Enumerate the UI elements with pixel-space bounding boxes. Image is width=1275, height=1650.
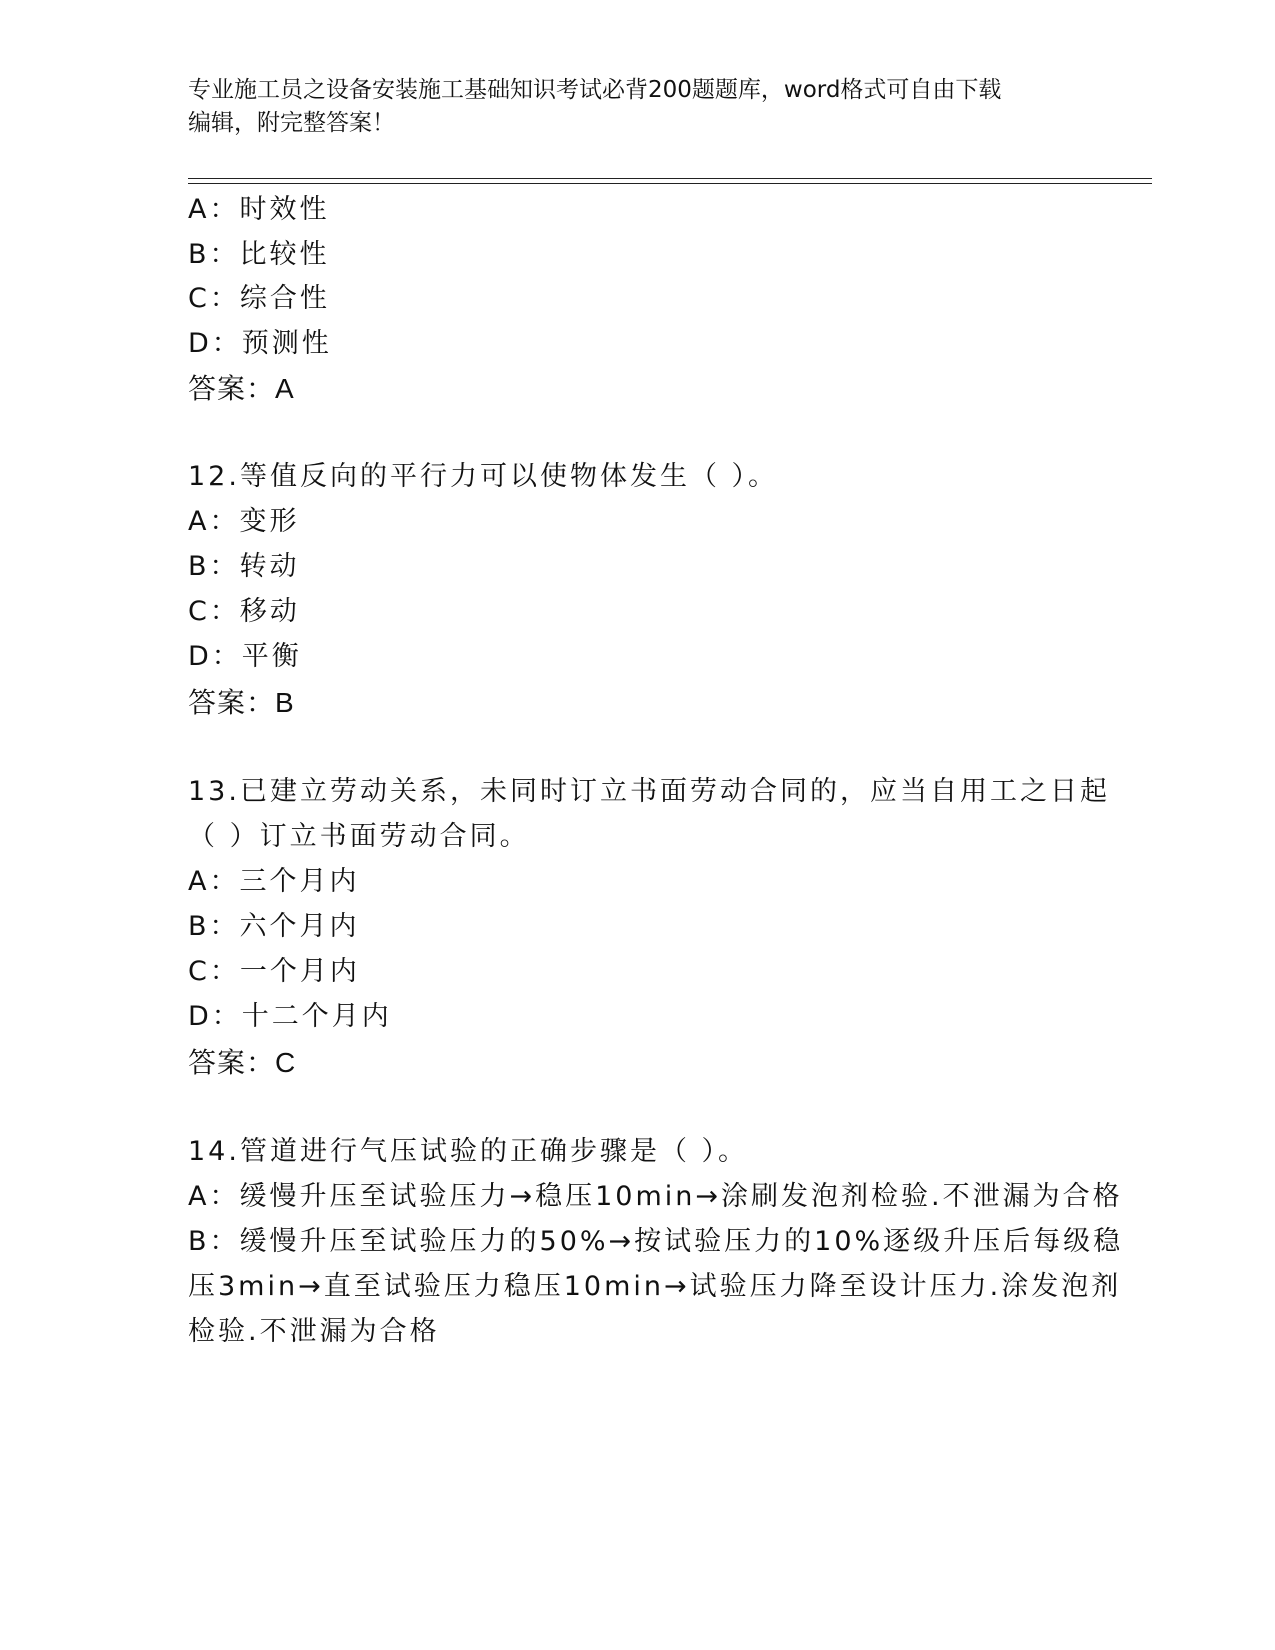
q13-option-d: D：十二个月内 — [188, 1001, 392, 1032]
q11-answer: 答案：A — [188, 373, 295, 404]
header-title-line1: 专业施工员之设备安装施工基础知识考试必背200题题库，word格式可自由下载 — [188, 77, 1002, 103]
q13-answer: 答案：C — [188, 1047, 297, 1078]
q12-option-a: A：变形 — [188, 506, 300, 537]
header-rule-top — [188, 178, 1152, 179]
q14-option-b-line3: 检验.不泄漏为合格 — [188, 1316, 440, 1347]
q11-option-d: D：预测性 — [188, 328, 332, 359]
q12-option-c: C：移动 — [188, 596, 300, 627]
header-rule-bottom — [188, 183, 1152, 184]
q11-option-a: A：时效性 — [188, 194, 330, 225]
document-header — [188, 74, 1088, 140]
q12-option-b: B：转动 — [188, 551, 300, 582]
q11-option-c: C：综合性 — [188, 283, 330, 314]
q13-stem-line2: （ ）订立书面劳动合同。 — [188, 821, 530, 852]
q13-option-a: A：三个月内 — [188, 866, 360, 897]
q14-option-b-line2: 压3min→直至试验压力稳压10min→试验压力降至设计压力.涂发泡剂 — [188, 1271, 1122, 1302]
q13-stem-line1: 13.已建立劳动关系，未同时订立书面劳动合同的，应当自用工之日起 — [188, 776, 1110, 807]
q14-stem: 14.管道进行气压试验的正确步骤是（ ）。 — [188, 1136, 749, 1167]
q12-answer: 答案：B — [188, 687, 295, 718]
q11-option-b: B：比较性 — [188, 239, 330, 270]
q13-option-b: B：六个月内 — [188, 911, 360, 942]
q14-option-b-line1: B：缓慢升压至试验压力的50%→按试验压力的10%逐级升压后每级稳 — [188, 1226, 1124, 1257]
q12-option-d: D：平衡 — [188, 641, 302, 672]
q14-option-a: A：缓慢升压至试验压力→稳压10min→涂刷发泡剂检验.不泄漏为合格 — [188, 1181, 1123, 1212]
q12-stem: 12.等值反向的平行力可以使物体发生（ ）。 — [188, 461, 779, 492]
q13-option-c: C：一个月内 — [188, 956, 360, 987]
header-title-line2: 编辑，附完整答案！ — [188, 110, 395, 136]
